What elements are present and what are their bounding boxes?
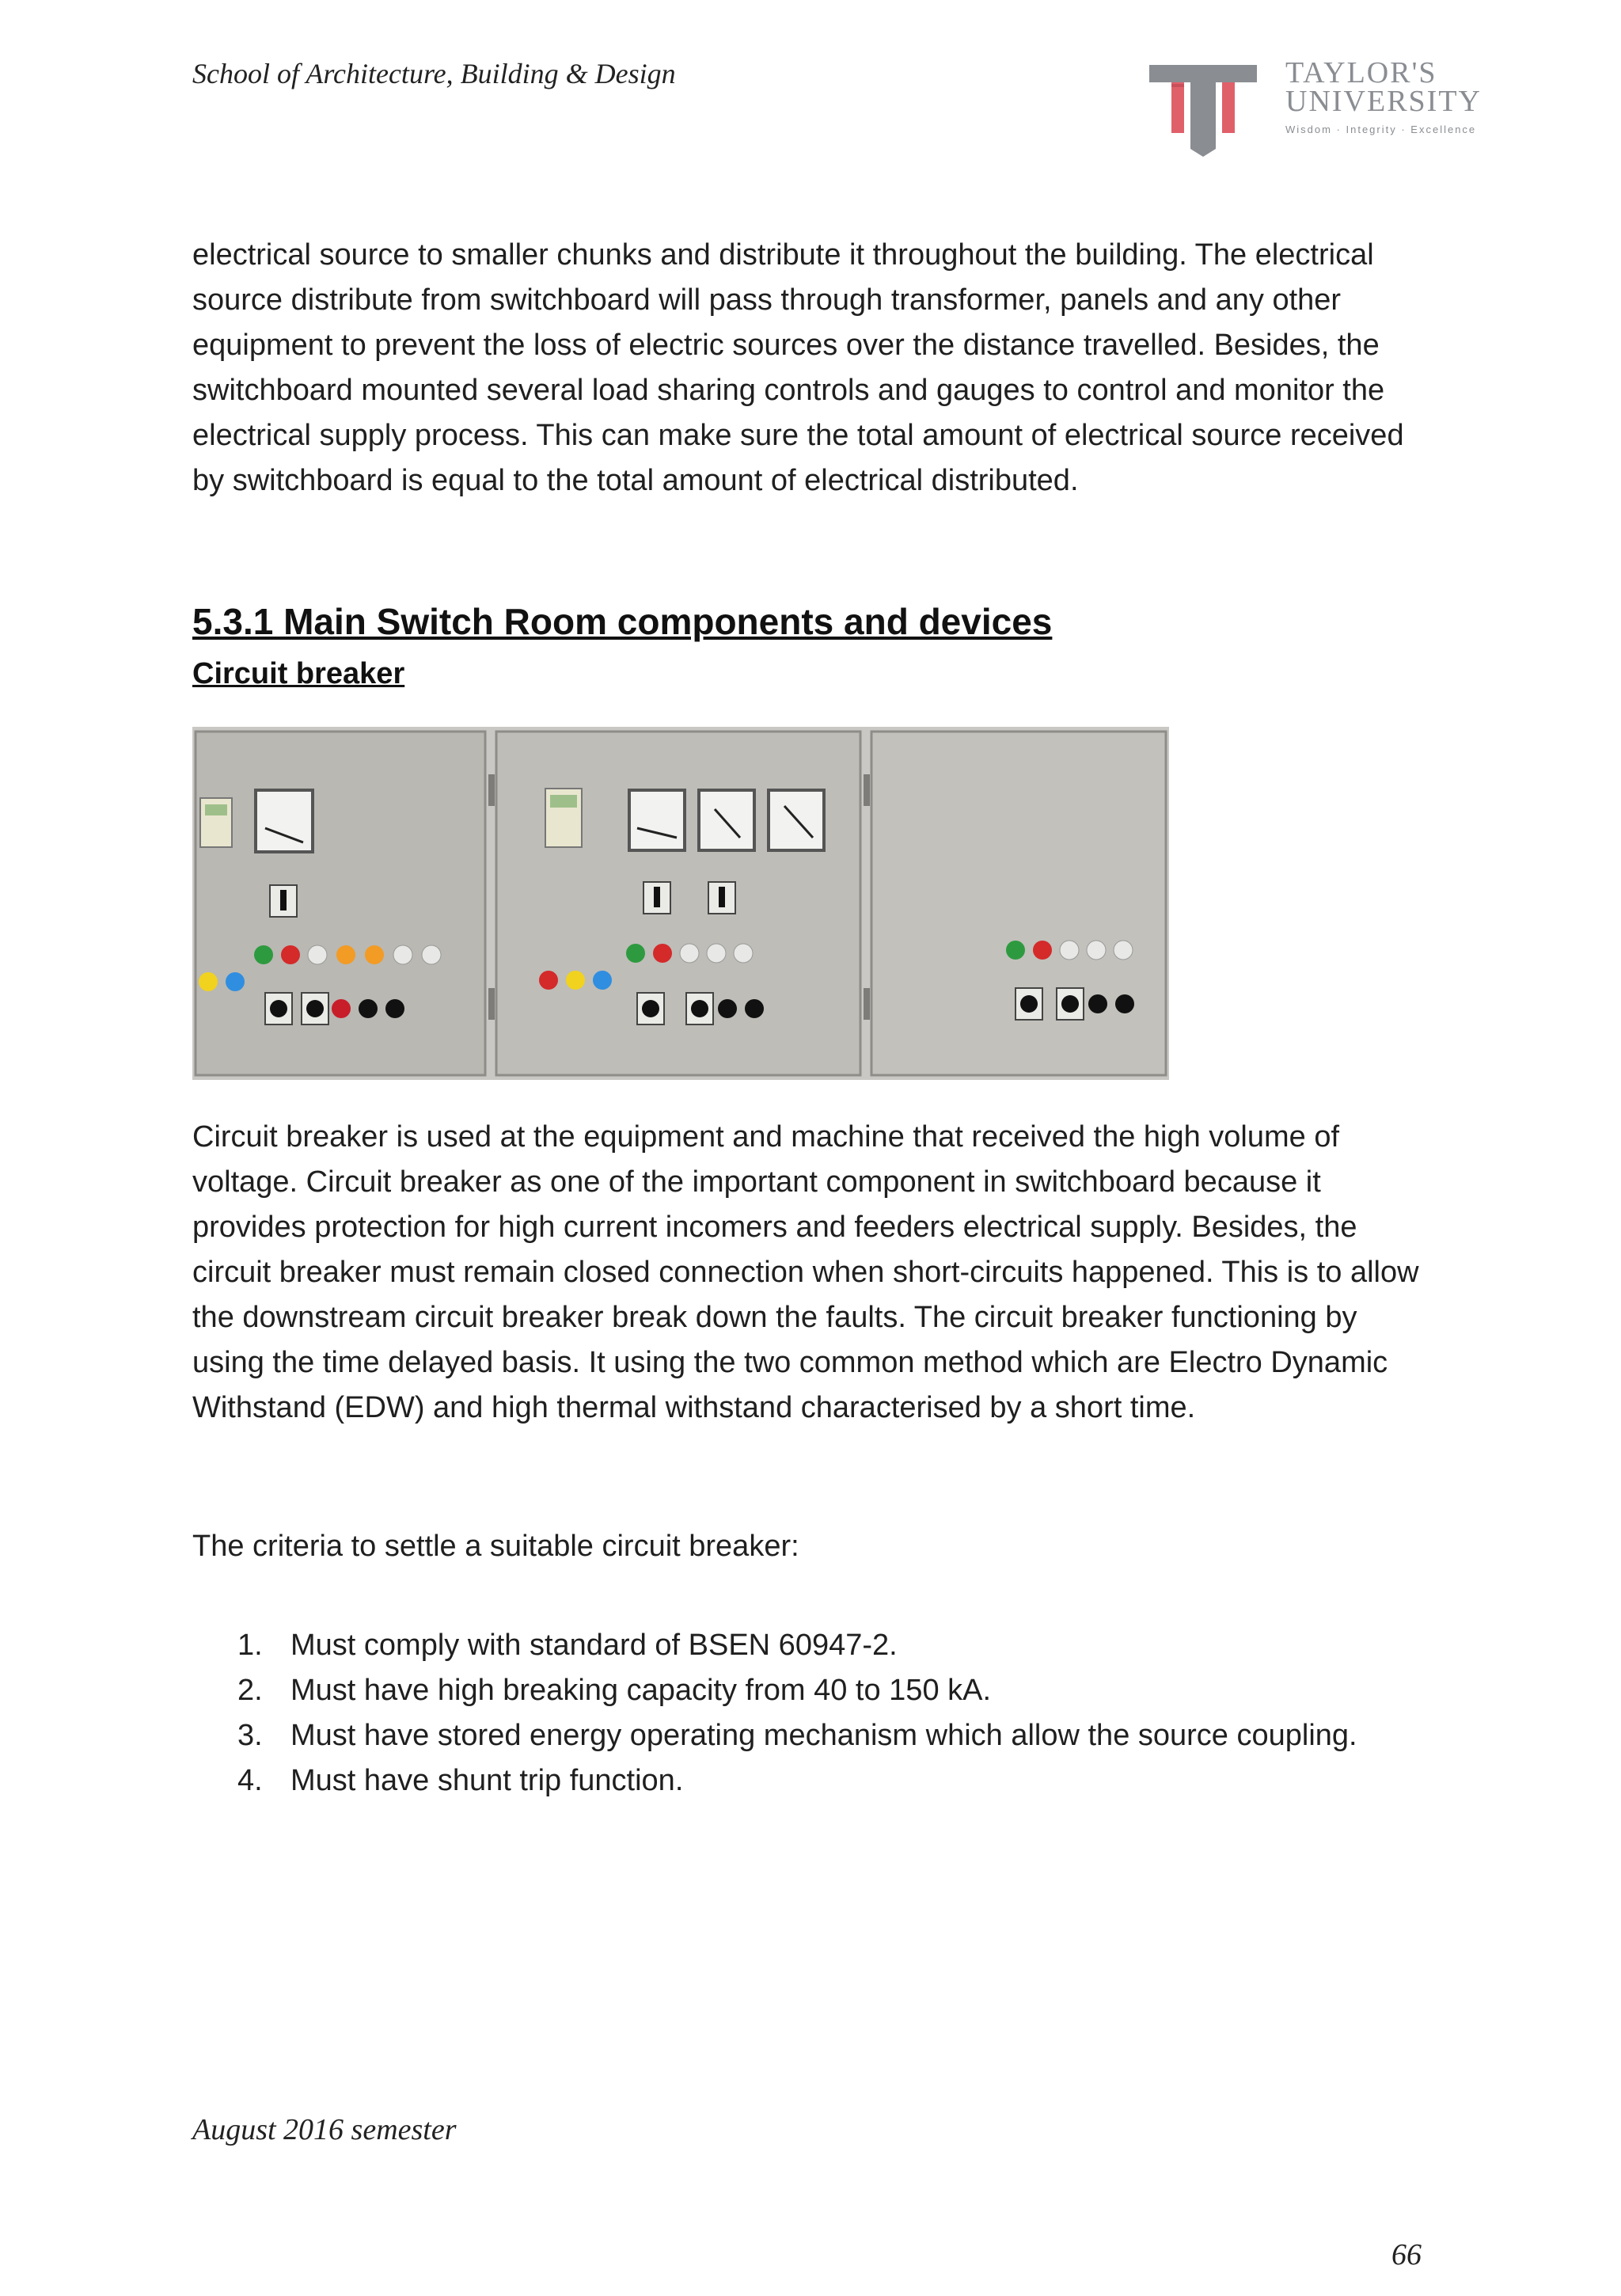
list-text: Must have shunt trip function. (290, 1764, 684, 1797)
list-number: 2. (237, 1674, 263, 1707)
intro-paragraph: electrical source to smaller chunks and distribute it throughout the building. The electrical source distribute from switchboard will pass through transformer, panels and any other equipment to prevent the loss of electric sources over the distance travelled. Besides, the switchboard mounted several load sharing controls and gauges to control and monitor the electrical supply process. This can make sure the total amount of electrical source received by switchboard is equal to the total amount of electrical distributed. (192, 238, 1404, 497)
sub-heading: Circuit breaker (192, 657, 405, 690)
description-paragraph: Circuit breaker is used at the equipment and machine that received the high volume of voltage. Circuit breaker as one of the important component in switchboard because it provides protection for high current incomers and feeders electrical supply. Besides, the circuit breaker must remain closed connection when short-circuits happened. This is to allow the downstream circuit breaker break down the faults. The circuit breaker functioning by using the time delayed basis. It using the two common method which are Electro Dynamic Withstand (EDW) and high thermal withstand characterised by a short time. (192, 1120, 1419, 1424)
page-number: 66 (1391, 2238, 1422, 2271)
list-number: 1. (237, 1629, 263, 1662)
list-item (237, 1713, 1425, 1758)
list-number: 3. (237, 1719, 263, 1752)
list-item (237, 1758, 1425, 1804)
list-text: Must have high breaking capacity from 40 to 150 kA. (290, 1674, 992, 1707)
switchboard-panel-photo (192, 727, 1169, 1080)
logo-emblem-icon (1149, 59, 1276, 158)
logo-name-line1: TAYLOR'S (1285, 56, 1437, 89)
list-number: 4. (237, 1764, 263, 1797)
section-heading: 5.3.1 Main Switch Room components and devices (192, 601, 1053, 642)
footer-semester: August 2016 semester (192, 2113, 457, 2146)
logo-wordmark (1285, 56, 1482, 118)
criteria-list (237, 1623, 1425, 1804)
list-text: Must comply with standard of BSEN 60947-2. (290, 1629, 898, 1662)
logo-name-line2: UNIVERSITY (1285, 85, 1482, 118)
list-item (237, 1668, 1425, 1713)
list-text: Must have stored energy operating mechanism which allow the source coupling. (290, 1719, 1357, 1752)
logo-motto: Wisdom · Integrity · Excellence (1285, 124, 1477, 135)
criteria-intro: The criteria to settle a suitable circuit breaker: (192, 1530, 799, 1563)
university-logo (1149, 56, 1529, 162)
list-item (237, 1623, 1425, 1668)
school-name: School of Architecture, Building & Design (192, 58, 676, 89)
